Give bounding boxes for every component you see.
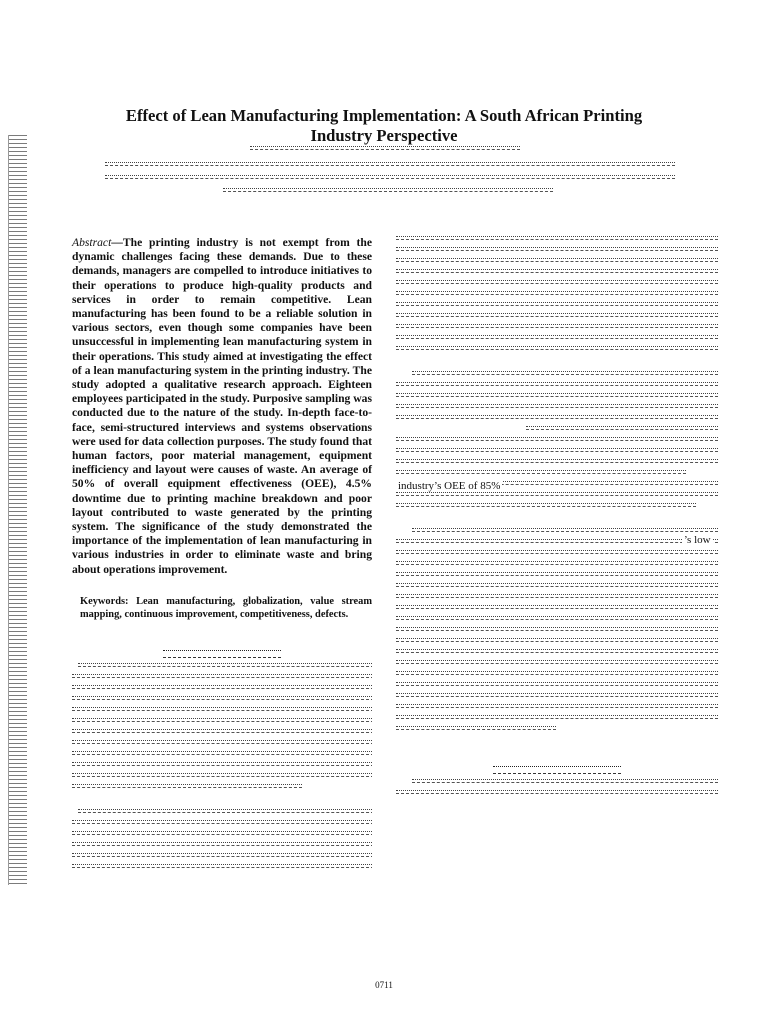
- oee-fragment: industry’s OEE of 85%: [398, 480, 501, 492]
- right-column: [396, 236, 718, 801]
- keywords-text: Lean manufacturing, globalization, value stream mapping, continuous improvement, competitiveness, defects.: [80, 595, 372, 620]
- paper-title: Effect of Lean Manufacturing Implementation: A South African Printing Industry Perspective: [125, 106, 643, 145]
- keywords: [72, 595, 372, 621]
- section-heading-introduction: [72, 645, 372, 655]
- margin-garbled-strip: [8, 135, 27, 885]
- abstract: [72, 236, 372, 577]
- right-paragraph-3: [396, 528, 718, 737]
- page-number: 0711: [375, 980, 393, 990]
- authors-line: [250, 146, 520, 157]
- abstract-body: The printing industry is not exempt from the dynamic challenges facing these demands. Due to these demands, managers are compelled to introduce initiatives to their operations to produce high-quality products and services in order to remain competitive. Lean manufacturing has been found to be a reliable solution in various sectors, even though some companies have been unsuccessful in implementing lean manufacturing system in their operations. This study aimed at investigating the effect of a lean manufacturing system in the printing industry. The study adopted a qualitative research approach. Eighteen employees participated in the study. Purposive sampling was conducted due to the nature of the study. In-depth face-to-face, semi-structured interviews and systems observations were used for data collection purposes. The study found that human factors, poor material management, equipment inefficiency and layout were causes of waste. An average of 50% of overall equipment effectiveness (OEE), 4.5% downtime due to printing machine breakdown and poor layout contributed to waste generated by the printing system. The significance of the study demonstrated the importance of the implementation of lean manufacturing in various industries in order to eliminate waste and bring about operations improvement.: [72, 236, 372, 576]
- intro-paragraph-1: [72, 663, 372, 795]
- left-column: [72, 236, 372, 875]
- section-heading-methodology: [396, 761, 718, 771]
- affiliations: [105, 162, 675, 201]
- right-paragraph-4: [396, 779, 718, 801]
- keywords-label: Keywords:: [80, 595, 129, 607]
- abstract-separator: —: [111, 236, 123, 249]
- intro-paragraph-2: [72, 809, 372, 875]
- right-paragraph-1: [396, 236, 718, 357]
- low-fragment: ’s low: [684, 534, 711, 546]
- abstract-lead: Abstract: [72, 236, 112, 249]
- right-paragraph-2: [396, 371, 718, 514]
